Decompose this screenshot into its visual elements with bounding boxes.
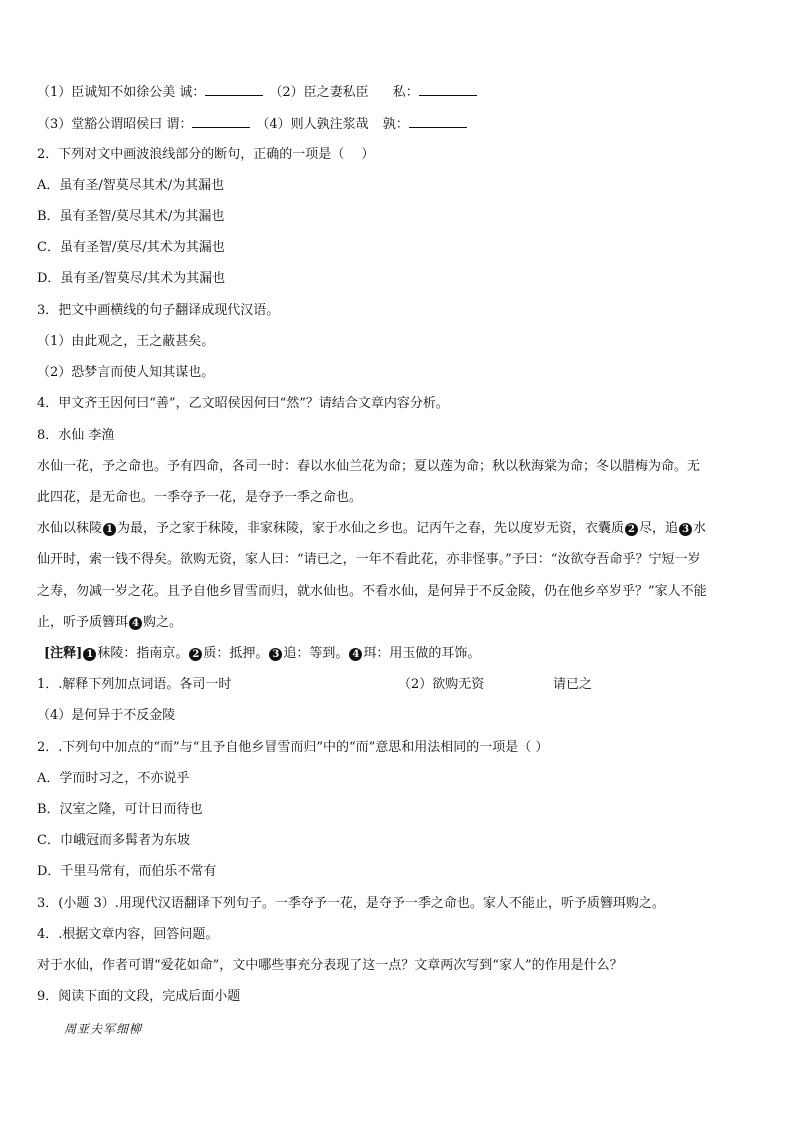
sub-question-2-option-a[interactable]: A．学而时习之，不亦说乎 [37, 771, 190, 786]
q2-option-c[interactable]: C．虽有圣智/莫尽/其术为其漏也 [37, 240, 225, 255]
q1-item-4: （4）则人孰注浆哉 [256, 117, 369, 132]
note-marker-3: 3 [269, 648, 282, 661]
passage-line: 水仙一花，予之命也。予有四命，各司一时：春以水仙兰花为命；夏以莲为命；秋以秋海棠为命；冬以腊梅为命。无 [37, 459, 701, 474]
answer-blank[interactable] [205, 83, 263, 96]
note-1: 秣陵：指南京。 [97, 646, 189, 661]
section-9-heading: 9．阅读下面的文段，完成后面小题 [37, 989, 241, 1004]
sub-question-2-option-d[interactable]: D．千里马常有，而伯乐不常有 [37, 864, 217, 879]
passage-line: 仙开时，索一钱不得矣。欲购无资，家人曰：“请已之，一年不看此花，亦非怪事。”予曰：“汝欲夺吾命乎？宁短一岁 [37, 552, 701, 567]
note-4: 珥：用玉做的耳饰。 [363, 646, 481, 661]
q2-option-d[interactable]: D．虽有圣/智莫尽/其术为其漏也 [37, 271, 226, 286]
note-marker-4: 4 [349, 648, 362, 661]
answer-blank[interactable] [419, 83, 477, 96]
q2-stem: 2．下列对文中画波浪线部分的断句，正确的一项是（ ） [37, 147, 375, 162]
passage-title: 周亚夫军细柳 [64, 1022, 143, 1036]
sub-question-1-c: 请已之 [553, 677, 593, 692]
sub-question-1-b: （2）欲购无资 [398, 677, 485, 692]
sub-question-2-option-c[interactable]: C．巾峨冠而多髯者为东坡 [37, 833, 190, 848]
sub-question-1 [37, 676, 231, 694]
sub-question-1-d: （4）是何异于不反金陵 [37, 708, 176, 723]
note-marker-2: 2 [625, 523, 638, 536]
passage-text: 水 [693, 521, 707, 536]
sub-question-2-option-b[interactable]: B．汉室之隆，可计日而待也 [37, 802, 203, 817]
sub-question-2-stem: 2．.下列句中加点的“而”与“且予自他乡冒雪而归”中的“而”意思和用法相同的一项是（ ） [37, 740, 549, 755]
notes-label: [注释] [44, 646, 83, 661]
q1-item-2-label: 私： [392, 85, 419, 100]
note-2: 质：抵押。 [203, 646, 269, 661]
q1-row-1 [37, 83, 477, 102]
passage-text: 购之。 [143, 615, 183, 630]
passage-text: 尽，追 [639, 521, 679, 536]
sub-question-1-a: 1．.解释下列加点词语。各司一时 [37, 677, 232, 692]
q1-item-1: （1）臣诚知不如徐公美 诚： [37, 85, 206, 100]
passage-line [37, 520, 706, 538]
answer-blank[interactable] [192, 115, 250, 128]
q3-stem: 3．把文中画横线的句子翻译成现代汉语。 [37, 303, 280, 318]
q1-item-3: （3）堂豁公谓昭侯曰 谓： [37, 117, 193, 132]
passage-line: 之寿，勿减一岁之花。且予自他乡冒雪而归，就水仙也。不看水仙，是何异于不反金陵，仍在他乡卒岁乎？”家人不能 [37, 584, 707, 599]
passage-line [37, 614, 182, 632]
note-marker-3: 3 [679, 523, 692, 536]
q1-item-2: （2）臣之妻私臣 [269, 85, 369, 100]
q1-item-4-label: 孰： [382, 117, 409, 132]
q3-sentence-2: （2）恐梦言而使人知其谋也。 [37, 365, 215, 380]
sub-question-4: 4．.根据文章内容，回答问题。 [37, 927, 219, 942]
note-marker-1: 1 [103, 523, 116, 536]
q1-row-2 [37, 115, 467, 134]
sub-question-3: 3．(小题 3）.用现代汉语翻译下列句子。一季夺予一花，是夺予一季之命也。家人不能止，听予质簪珥购之。 [37, 896, 665, 911]
passage-text: 止，听予质簪珥 [37, 615, 129, 630]
answer-blank[interactable] [409, 115, 467, 128]
q2-option-a[interactable]: A．虽有圣/智莫尽其术/为其漏也 [37, 178, 225, 193]
passage-text: 为最，予之家于秣陵，非家秣陵，家于水仙之乡也。记丙午之春，先以度岁无资，衣囊质 [117, 521, 625, 536]
sub-question-4-body: 对于水仙，作者可谓“爱花如命”，文中哪些事充分表现了这一点？文章两次写到“家人”的作用是什么？ [37, 958, 623, 973]
q2-option-b[interactable]: B．虽有圣智/莫尽其术/为其漏也 [37, 209, 225, 224]
note-marker-2: 2 [189, 648, 202, 661]
note-3: 追：等到。 [283, 646, 349, 661]
section-8-heading: 8．水仙 李渔 [37, 428, 115, 443]
note-marker-1: 1 [83, 648, 96, 661]
note-marker-4: 4 [129, 617, 142, 630]
q3-sentence-1: （1）由此观之，王之蔽甚矣。 [37, 334, 215, 349]
passage-line: 此四花，是无命也。一季夺予一花，是夺予一季之命也。 [37, 490, 363, 505]
passage-text: 水仙以秣陵 [37, 521, 103, 536]
annotation-notes [44, 645, 480, 663]
q4-stem: 4．甲文齐王因何曰“善”，乙文昭侯因何曰“然”？请结合文章内容分析。 [37, 396, 449, 411]
